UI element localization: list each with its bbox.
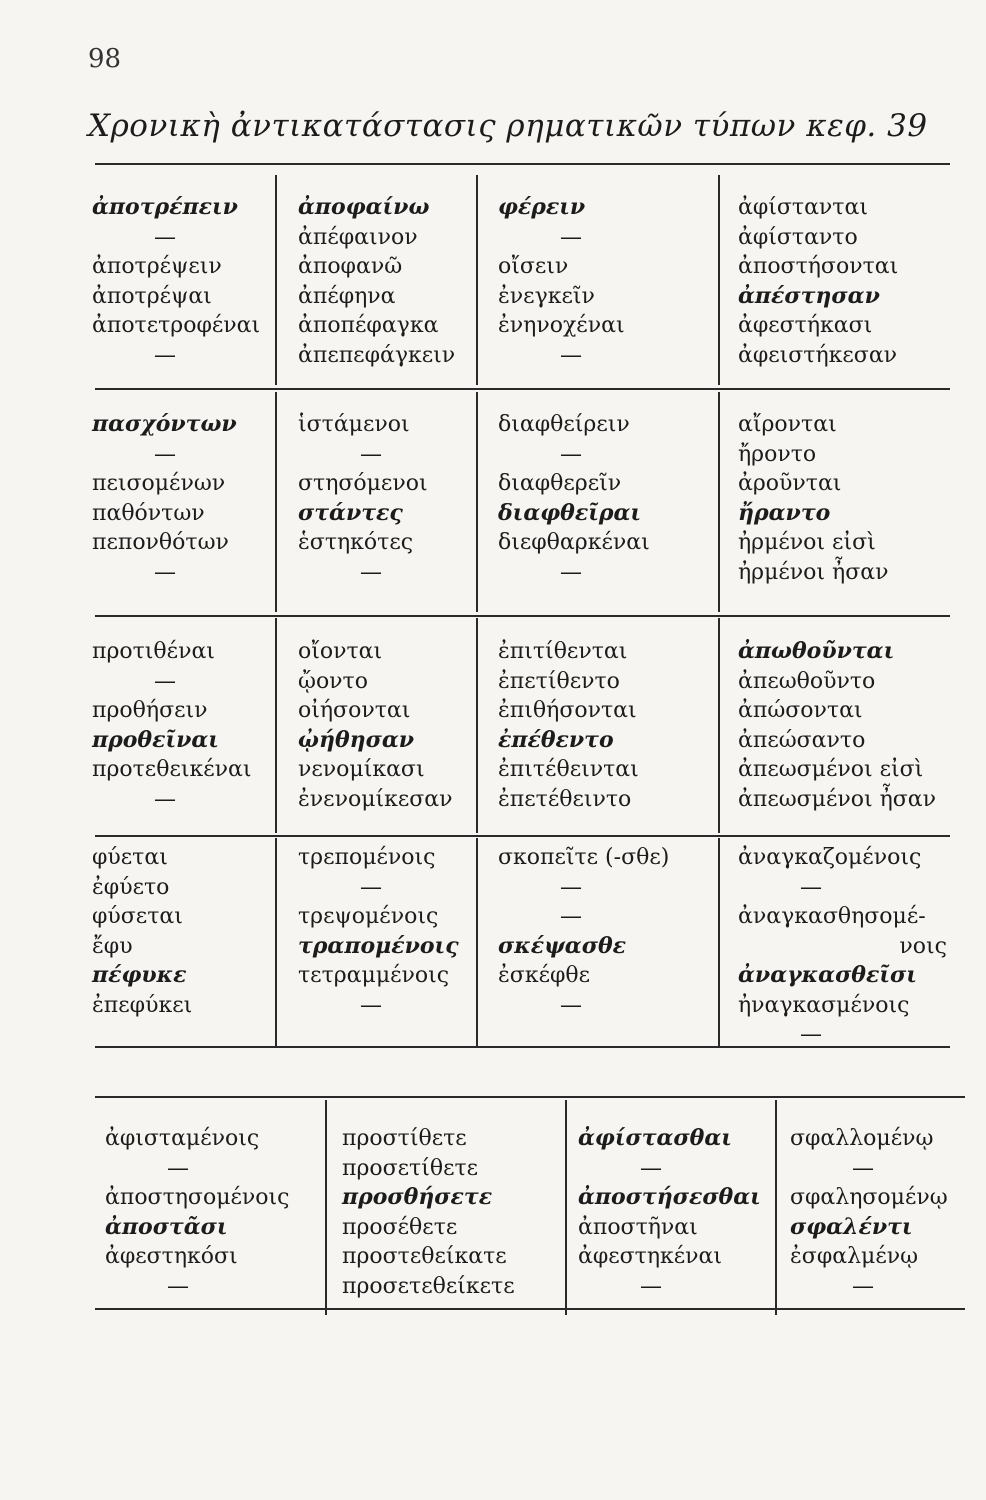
table1-cell <box>738 843 953 1050</box>
table1-rule <box>95 163 950 165</box>
verb-form: σκοπεῖτε (-σθε) <box>498 845 670 870</box>
verb-form: πεπονθότων <box>92 530 229 555</box>
verb-form: αἴρονται <box>738 412 837 437</box>
verb-form: ἀφίσταντο <box>738 224 858 250</box>
page-number: 98 <box>88 44 122 74</box>
table1-rule <box>95 615 950 617</box>
dash-placeholder: — <box>560 441 582 467</box>
dash-placeholder: — <box>360 874 382 900</box>
dash-placeholder: — <box>852 1155 874 1181</box>
dash-placeholder: — <box>360 992 382 1018</box>
table1-cell <box>298 637 488 814</box>
dash-placeholder: — <box>154 441 176 467</box>
table1-column-divider <box>275 392 277 612</box>
verb-form: ἀποτρέψειν <box>92 254 222 279</box>
verb-form-bold: ἀπέστησαν <box>738 282 880 309</box>
verb-form-bold: πέφυκε <box>92 962 187 988</box>
table1-column-divider <box>718 618 720 833</box>
verb-form: διαφθερεῖν <box>498 471 622 496</box>
table2-rule <box>95 1308 965 1310</box>
verb-form: ἀποτρέψαι <box>92 283 212 309</box>
verb-form: ᾤοντο <box>298 668 368 694</box>
dash-placeholder: — <box>154 668 176 694</box>
verb-form: ἐσφαλμένῳ <box>790 1244 919 1269</box>
verb-form: ἀπέφαινον <box>298 224 418 250</box>
verb-form: τρεπομένοις <box>298 845 436 870</box>
verb-form: ἀναγκαζομένοις <box>738 845 922 870</box>
verb-form: ἀπεπεφάγκειν <box>298 342 456 368</box>
verb-form: ἀποστήσονται <box>738 254 899 279</box>
dash-placeholder: — <box>560 992 582 1018</box>
verb-form: στησόμενοι <box>298 471 428 496</box>
verb-form: ἐπιτέθεινται <box>498 757 639 782</box>
verb-form: ἀπεωθοῦντο <box>738 668 876 694</box>
table1-cell <box>498 843 713 1020</box>
verb-form: ἀφεστηκέναι <box>578 1244 723 1269</box>
dash-placeholder: — <box>560 224 582 250</box>
verb-form: ἠρμένοι εἰσὶ <box>738 530 876 555</box>
verb-form: προτεθεικέναι <box>92 757 252 782</box>
dash-placeholder: — <box>560 904 582 929</box>
verb-form: ἀπεώσαντο <box>738 727 866 753</box>
verb-form-bold: προσθήσετε <box>342 1184 493 1210</box>
dash-placeholder: — <box>154 559 176 585</box>
dash-placeholder: — <box>560 874 582 900</box>
verb-form-bold: ἀφίστασθαι <box>578 1125 732 1151</box>
verb-form: ἠναγκασμένοις <box>738 992 910 1018</box>
verb-form: ἀφεστήκασι <box>738 313 873 338</box>
verb-form: ἐπεφύκει <box>92 992 193 1018</box>
page-title: Χρονικὴ ἀντικατάστασις ρηματικῶν τύπων κεφ. 39 <box>88 108 928 144</box>
dash-placeholder: — <box>800 874 822 900</box>
verb-form: σφαλλομένῳ <box>790 1126 934 1151</box>
table1-cell <box>738 637 953 814</box>
dash-placeholder: — <box>640 1155 662 1181</box>
table2-column-divider <box>565 1100 567 1315</box>
verb-form: προθήσειν <box>92 698 208 723</box>
verb-form: ἔφυ <box>92 933 133 959</box>
verb-form: ἐσκέφθε <box>498 963 591 988</box>
verb-form: προσέθετε <box>342 1214 458 1240</box>
table1-cell <box>92 637 267 814</box>
table1-column-divider <box>275 838 277 1048</box>
verb-form-bold: ἀπωθοῦνται <box>738 638 895 664</box>
verb-form: νοις <box>899 933 947 959</box>
dash-placeholder: — <box>154 224 176 250</box>
dash-placeholder: — <box>167 1273 189 1299</box>
verb-form: προσετεθείκετε <box>342 1273 515 1299</box>
table2-cell <box>342 1124 557 1301</box>
verb-form: διαφθείρειν <box>498 412 630 437</box>
verb-form: ἀφειστήκεσαν <box>738 342 898 368</box>
verb-form-bold: στάντες <box>298 499 403 526</box>
verb-form: οἴσειν <box>498 254 569 279</box>
table1-cell <box>92 410 267 587</box>
verb-form: πεισομένων <box>92 471 226 496</box>
verb-form: παθόντων <box>92 500 205 526</box>
verb-form: ἀποτετροφέναι <box>92 313 261 338</box>
table1-cell <box>298 193 488 370</box>
verb-form: ἀροῦνται <box>738 471 842 496</box>
verb-form: ἤροντο <box>738 441 817 467</box>
table1-cell <box>498 410 713 587</box>
table1-cell <box>92 193 267 370</box>
verb-form: ἀπεωσμένοι ἦσαν <box>738 786 937 812</box>
verb-form: σφαλησομένῳ <box>790 1185 948 1210</box>
verb-form-bold: πασχόντων <box>92 411 237 437</box>
table2-column-divider <box>325 1100 327 1315</box>
table1-cell <box>498 637 713 814</box>
verb-form: τρεψομένοις <box>298 904 439 929</box>
dash-placeholder: — <box>640 1273 662 1299</box>
verb-form-bold: φέρειν <box>498 194 586 220</box>
table1-column-divider <box>718 392 720 612</box>
table2-cell <box>105 1124 320 1301</box>
verb-form: ἐπιθήσονται <box>498 698 637 723</box>
verb-form: ἐνενομίκεσαν <box>298 786 453 812</box>
verb-form: ἐπετίθεντο <box>498 668 620 694</box>
table1-cell <box>738 410 953 587</box>
verb-form-bold: σφαλέντι <box>790 1213 913 1240</box>
verb-form: ἀναγκασθησομέ- <box>738 904 926 929</box>
verb-form: ἑστηκότες <box>298 530 414 555</box>
verb-form: διεφθαρκέναι <box>498 530 650 555</box>
verb-form-bold: ἀποτρέπειν <box>92 194 238 220</box>
verb-form-bold: προθεῖναι <box>92 726 219 753</box>
table1-cell <box>92 843 267 1020</box>
table2-cell <box>790 1124 965 1301</box>
verb-form-bold: ἀναγκασθεῖσι <box>738 962 917 988</box>
table2-rule <box>95 1096 965 1098</box>
table1-cell <box>298 410 488 587</box>
verb-form: φύεται <box>92 845 168 870</box>
verb-form: φύσεται <box>92 904 183 929</box>
verb-form: ἀποπέφαγκα <box>298 313 439 338</box>
verb-form-bold: σκέψασθε <box>498 932 626 959</box>
verb-form: ἀφίστανται <box>738 195 868 220</box>
verb-form: οἰήσονται <box>298 698 411 723</box>
verb-form: ἀπέφηνα <box>298 283 396 309</box>
table1-column-divider <box>275 175 277 385</box>
dash-placeholder: — <box>360 559 382 585</box>
verb-form: ἐπιτίθενται <box>498 639 628 664</box>
verb-form-bold: ἤραντο <box>738 499 831 526</box>
verb-form: ἀπώσονται <box>738 698 863 723</box>
table1-column-divider <box>275 618 277 833</box>
table1-cell <box>738 193 953 370</box>
verb-form-bold: τραπομένοις <box>298 932 459 959</box>
table1-cell <box>298 843 488 1020</box>
verb-form: ἐνεγκεῖν <box>498 283 595 309</box>
verb-form-bold: ἀποστήσεσθαι <box>578 1184 761 1210</box>
table1-cell <box>498 193 713 370</box>
dash-placeholder: — <box>167 1155 189 1181</box>
dash-placeholder: — <box>800 1022 822 1047</box>
table1-column-divider <box>718 838 720 1048</box>
verb-form: ἐνηνοχέναι <box>498 313 625 338</box>
verb-form: ἐπετέθειντο <box>498 786 632 812</box>
verb-form: ἀφεστηκόσι <box>105 1244 238 1269</box>
verb-form: ἀπεωσμένοι εἰσὶ <box>738 757 924 782</box>
verb-form: ἀποστησομένοις <box>105 1185 290 1210</box>
verb-form: προστεθείκατε <box>342 1244 507 1269</box>
table2-cell <box>578 1124 778 1301</box>
dash-placeholder: — <box>560 342 582 368</box>
verb-form: οἴονται <box>298 639 383 664</box>
table1-column-divider <box>718 175 720 385</box>
dash-placeholder: — <box>360 441 382 467</box>
verb-form-bold: ἐπέθεντο <box>498 726 614 753</box>
verb-form: τετραμμένοις <box>298 963 450 988</box>
verb-form: ἀποστῆναι <box>578 1214 698 1240</box>
verb-form: προτιθέναι <box>92 639 215 664</box>
verb-form-bold: ἀποστᾶσι <box>105 1213 228 1240</box>
verb-form: ἠρμένοι ἦσαν <box>738 559 889 585</box>
table1-rule <box>95 388 950 390</box>
verb-form: νενομίκασι <box>298 757 425 782</box>
verb-form-bold: ἀποφαίνω <box>298 194 430 220</box>
dash-placeholder: — <box>852 1273 874 1299</box>
verb-form-bold: ᾠήθησαν <box>298 726 415 753</box>
verb-form: ἀποφανῶ <box>298 254 403 279</box>
verb-form: προσετίθετε <box>342 1155 479 1181</box>
dash-placeholder: — <box>154 342 176 368</box>
dash-placeholder: — <box>560 559 582 585</box>
verb-form: ἱστάμενοι <box>298 412 410 437</box>
dash-placeholder: — <box>154 786 176 812</box>
verb-form: ἀφισταμένοις <box>105 1126 260 1151</box>
verb-form-bold: διαφθεῖραι <box>498 499 642 526</box>
verb-form: προστίθετε <box>342 1126 467 1151</box>
table1-rule <box>95 835 950 837</box>
verb-form: ἐφύετο <box>92 874 170 900</box>
